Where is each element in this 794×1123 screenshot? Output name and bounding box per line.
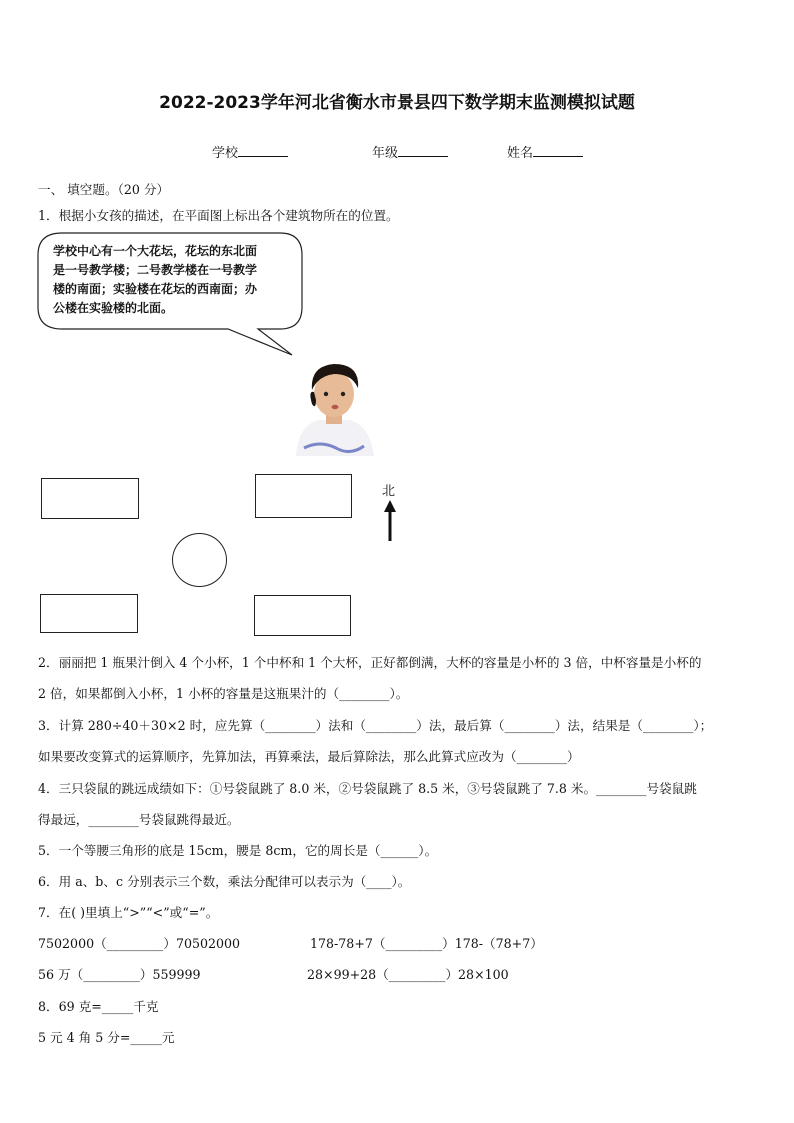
name-label: 姓名 xyxy=(507,146,534,161)
flower-bed-circle xyxy=(172,533,227,587)
question-8-line-2: 5 元 4 角 5 分=_____元 xyxy=(38,1030,175,1045)
question-1: 1．根据小女孩的描述，在平面图上标出各个建筑物所在的位置。 xyxy=(38,208,399,223)
question-8-line-1: 8．69 克=_____千克 xyxy=(38,999,159,1014)
building-box-northeast[interactable] xyxy=(255,474,352,518)
north-arrow-icon xyxy=(383,500,397,542)
building-box-northwest[interactable] xyxy=(41,478,139,519)
question-7: 7．在( )里填上“>”“<”或“=”。 xyxy=(38,905,219,920)
question-2-line-2: 2 倍，如果都倒入小杯，1 小杯的容量是这瓶果汁的（________）。 xyxy=(38,686,409,701)
speech-bubble-text xyxy=(53,242,293,318)
building-box-southwest[interactable] xyxy=(40,594,138,633)
question-4-line-2: 得最远，________号袋鼠跳得最近。 xyxy=(38,812,240,827)
grade-label: 年级 xyxy=(372,146,399,161)
girl-illustration xyxy=(290,360,380,456)
school-label: 学校 xyxy=(212,146,239,161)
question-7-row-1-left: 7502000（_________）70502000 xyxy=(38,936,241,951)
question-4-line-1: 4．三只袋鼠的跳远成绩如下：①号袋鼠跳了 8.0 米，②号袋鼠跳了 8.5 米，③号袋鼠跳了 7.8 米。________号袋鼠跳 xyxy=(38,781,697,796)
question-7-row-2-left: 56 万（_________）559999 xyxy=(38,967,201,982)
bubble-line-1: 学校中心有一个大花坛，花坛的东北面 xyxy=(53,244,258,258)
bubble-line-2: 是一号教学楼；二号教学楼在一号教学 xyxy=(53,263,258,277)
bubble-line-4: 公楼在实验楼的北面。 xyxy=(53,301,174,315)
speech-bubble xyxy=(0,0,794,470)
question-2-line-1: 2．丽丽把 1 瓶果汁倒入 4 个小杯，1 个中杯和 1 个大杯，正好都倒满，大杯的容量是小杯的 3 倍，中杯容量是小杯的 xyxy=(38,655,702,670)
north-label: 北 xyxy=(382,484,396,499)
page-title: 2022-2023学年河北省衡水市景县四下数学期末监测模拟试题 xyxy=(159,93,635,113)
question-6: 6．用 a、b、c 分别表示三个数，乘法分配律可以表示为（____）。 xyxy=(38,874,411,889)
question-3-line-1: 3．计算 280÷40＋30×2 时，应先算（________）法和（________）法，最后算（________）法，结果是（________）； xyxy=(38,718,713,733)
bubble-line-3: 楼的南面；实验楼在花坛的西南面；办 xyxy=(53,282,258,296)
question-7-row-2-right: 28×99+28（_________）28×100 xyxy=(307,967,509,982)
question-3-line-2: 如果要改变算式的运算顺序，先算加法，再算乘法，最后算除法，那么此算式应改为（________） xyxy=(38,749,580,764)
question-7-row-1-right: 178-78+7（_________）178-（78+7） xyxy=(310,936,543,951)
question-5: 5．一个等腰三角形的底是 15cm，腰是 8cm，它的周长是（______）。 xyxy=(38,843,438,858)
building-box-southeast[interactable] xyxy=(254,595,351,636)
section-heading: 一、 填空题。（20 分） xyxy=(38,182,170,197)
